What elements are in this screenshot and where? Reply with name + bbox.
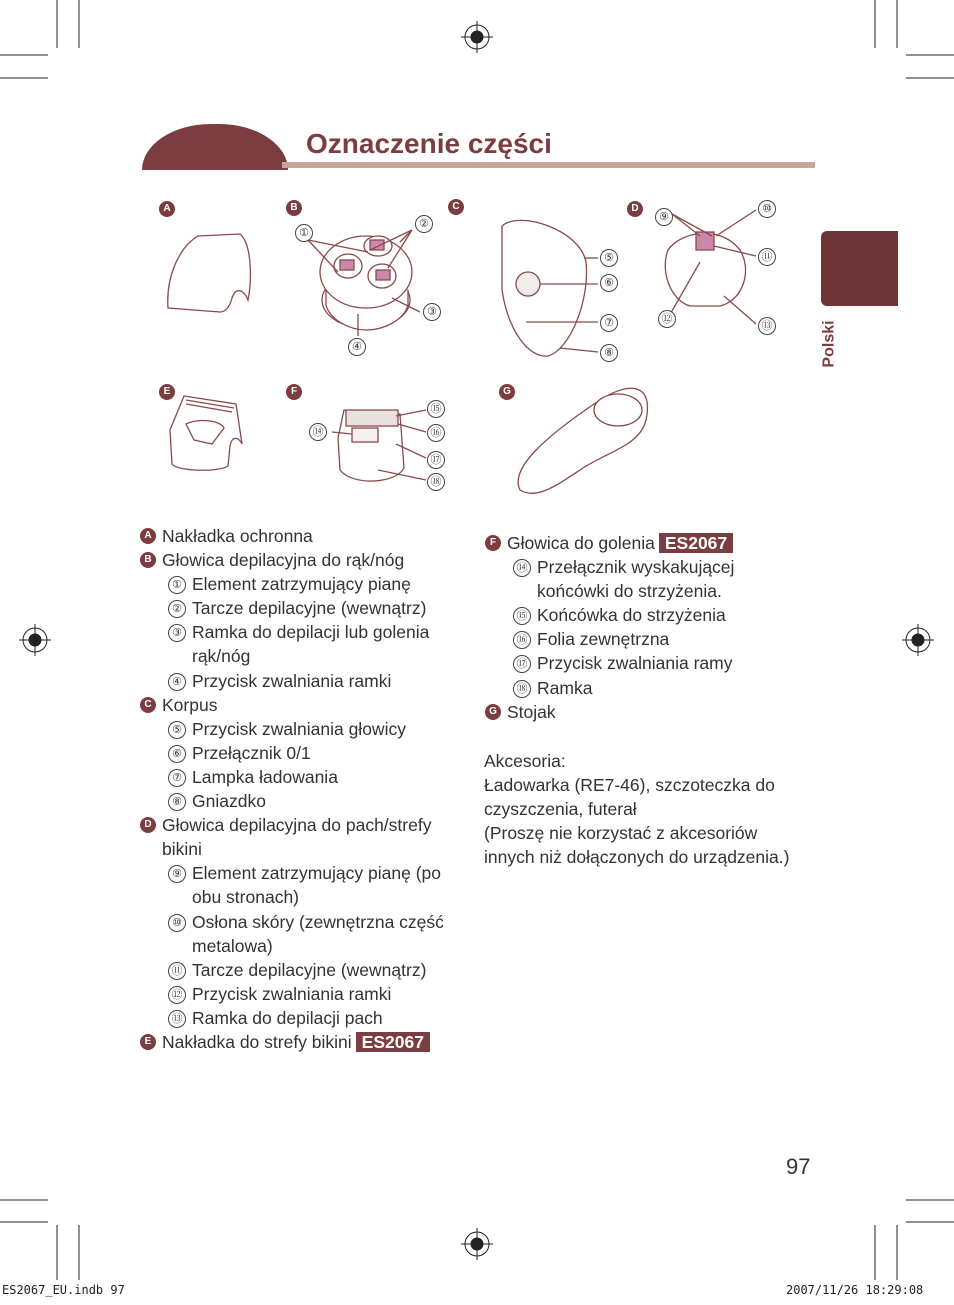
item-number-marker: ⑭	[513, 559, 531, 577]
list-item	[485, 531, 815, 555]
callout-7: ⑦	[600, 314, 618, 332]
item-letter-badge: D	[140, 817, 156, 833]
list-item-text: rąk/nóg	[192, 646, 251, 667]
list-item-text: Głowica do golenia	[507, 533, 655, 553]
page-number: 97	[786, 1154, 811, 1179]
accessories-line: Ładowarka (RE7-46), szczoteczka do	[484, 775, 775, 796]
item-number-marker: ⑬	[168, 1010, 186, 1028]
list-item-text: Lampka ładowania	[192, 766, 338, 787]
list-item-text: Nakładka do strefy bikini	[162, 1031, 352, 1052]
item-number-marker: ④	[168, 673, 186, 691]
item-number-marker: ⑫	[168, 986, 186, 1004]
list-item-text: Przycisk zwalniania ramki	[192, 670, 392, 691]
list-item	[140, 620, 470, 644]
list-item	[485, 555, 815, 579]
item-letter-badge: G	[485, 704, 501, 720]
callout-16: ⑯	[427, 424, 445, 442]
list-item	[140, 644, 470, 668]
list-item	[140, 765, 470, 789]
item-number-marker: ⑰	[513, 655, 531, 673]
list-item	[140, 982, 470, 1006]
page-title: Oznaczenie części	[306, 128, 552, 159]
list-item	[485, 603, 815, 627]
item-number-marker: ⑨	[168, 865, 186, 883]
callout-8: ⑧	[600, 344, 618, 362]
list-item-text: końcówki do strzyżenia.	[537, 581, 722, 602]
list-item-text: Gniazdko	[192, 791, 266, 812]
callout-1: ①	[295, 224, 313, 242]
callout-12: ⑫	[658, 310, 676, 328]
list-item	[140, 741, 470, 765]
figure-label-c: C	[448, 199, 464, 215]
item-number-marker: ⑩	[168, 914, 186, 932]
item-number-marker: ⑦	[168, 769, 186, 787]
list-item	[140, 572, 470, 596]
list-item	[485, 676, 815, 700]
item-letter-badge: E	[140, 1034, 156, 1050]
item-letter-badge: B	[140, 552, 156, 568]
figure-label-f: F	[286, 384, 302, 400]
list-item	[485, 627, 815, 651]
footer-file: ES2067_EU.indb 97	[2, 1283, 125, 1297]
figure-label-a: A	[159, 201, 175, 217]
protective-cap-illustration	[168, 234, 251, 312]
item-number-marker: ⑱	[513, 680, 531, 698]
callout-2: ②	[415, 215, 433, 233]
list-item-text: obu stronach)	[192, 887, 300, 908]
callout-9: ⑨	[655, 208, 673, 226]
list-item-text: Nakładka ochronna	[162, 526, 313, 546]
callout-17: ⑰	[427, 451, 445, 469]
list-item-text: Głowica depilacyjna do pach/strefy	[162, 815, 432, 836]
parts-list-right	[485, 531, 815, 724]
figure-label-b: B	[286, 200, 302, 216]
item-number-marker: ⑮	[513, 607, 531, 625]
accessories-note	[484, 749, 789, 869]
callout-18: ⑱	[427, 473, 445, 491]
item-number-marker: ③	[168, 624, 186, 642]
accessories-line: innych niż dołączonych do urządzenia.)	[484, 847, 790, 868]
item-number-marker: ⑪	[168, 962, 186, 980]
list-item-text: Głowica depilacyjna do rąk/nóg	[162, 550, 405, 571]
accessories-line: (Proszę nie korzystać z akcesoriów	[484, 823, 758, 844]
callout-6: ⑥	[600, 274, 618, 292]
accessories-heading: Akcesoria:	[484, 751, 566, 771]
list-item-text: Folia zewnętrzna	[537, 629, 670, 650]
list-item-text: bikini	[162, 839, 202, 860]
figure-label-d: D	[627, 201, 643, 217]
callout-11: ⑪	[758, 248, 776, 266]
leg-epilator-head-illustration	[308, 230, 420, 336]
list-item	[140, 885, 470, 909]
list-item-text: Przycisk zwalniania ramy	[537, 653, 733, 674]
body-illustration	[502, 220, 598, 356]
list-item	[485, 651, 815, 675]
model-badge: ES2067	[356, 1032, 430, 1052]
shaver-head-illustration	[332, 410, 426, 481]
list-item	[140, 910, 470, 934]
list-item-text: Ramka do depilacji pach	[192, 1007, 383, 1028]
list-item	[140, 524, 470, 548]
list-item	[485, 579, 815, 603]
item-letter-badge: C	[140, 697, 156, 713]
callout-15: ⑮	[427, 400, 445, 418]
callout-14: ⑭	[309, 423, 327, 441]
list-item	[140, 837, 470, 861]
list-item	[140, 596, 470, 620]
item-number-marker: ②	[168, 600, 186, 618]
figure-label-e: E	[159, 384, 175, 400]
list-item-text: Stojak	[507, 701, 556, 722]
list-item-text: Osłona skóry (zewnętrzna część	[192, 911, 444, 932]
list-item	[140, 1006, 470, 1030]
list-item	[485, 700, 815, 724]
list-item	[140, 934, 470, 958]
callout-3: ③	[423, 303, 441, 321]
model-badge: ES2067	[659, 533, 733, 553]
list-item	[140, 861, 470, 885]
list-item-text: Korpus	[162, 694, 218, 715]
item-number-marker: ⑯	[513, 631, 531, 649]
list-item	[140, 548, 470, 572]
list-item	[140, 789, 470, 813]
parts-list-left	[140, 524, 470, 1054]
item-number-marker: ⑤	[168, 721, 186, 739]
item-number-marker: ①	[168, 576, 186, 594]
item-letter-badge: F	[485, 535, 501, 551]
list-item-text: Ramka do depilacji lub golenia	[192, 622, 430, 643]
list-item-text: Element zatrzymujący pianę	[192, 574, 411, 595]
callout-5: ⑤	[600, 249, 618, 267]
list-item	[140, 669, 470, 693]
accessories-line: czyszczenia, futerał	[484, 799, 637, 820]
list-item-text: Przycisk zwalniania ramki	[192, 983, 392, 1004]
item-number-marker: ⑧	[168, 793, 186, 811]
list-item	[140, 813, 470, 837]
list-item-text: Tarcze depilacyjne (wewnątrz)	[192, 959, 427, 980]
list-item-text: Przełącznik 0/1	[192, 742, 311, 763]
list-item-text: Przycisk zwalniania głowicy	[192, 718, 406, 739]
list-item	[140, 958, 470, 982]
list-item-text: Ramka	[537, 677, 593, 698]
list-item-text: metalowa)	[192, 935, 273, 956]
footer-datetime: 2007/11/26 18:29:08	[786, 1283, 924, 1297]
list-item-text: Końcówka do strzyżenia	[537, 605, 726, 626]
callout-10: ⑩	[758, 200, 776, 218]
callout-13: ⑬	[758, 317, 776, 335]
list-item-text: Przełącznik wyskakującej	[537, 557, 735, 578]
item-number-marker: ⑥	[168, 745, 186, 763]
list-item-text: Element zatrzymujący pianę (po	[192, 863, 441, 884]
list-item	[140, 1030, 470, 1054]
list-item	[140, 693, 470, 717]
language-label: Polski	[820, 320, 838, 368]
underarm-head-illustration	[665, 210, 756, 324]
list-item	[140, 717, 470, 741]
callout-4: ④	[348, 338, 366, 356]
item-letter-badge: A	[140, 528, 156, 544]
figure-label-g: G	[499, 384, 515, 400]
list-item-text: Tarcze depilacyjne (wewnątrz)	[192, 598, 427, 619]
